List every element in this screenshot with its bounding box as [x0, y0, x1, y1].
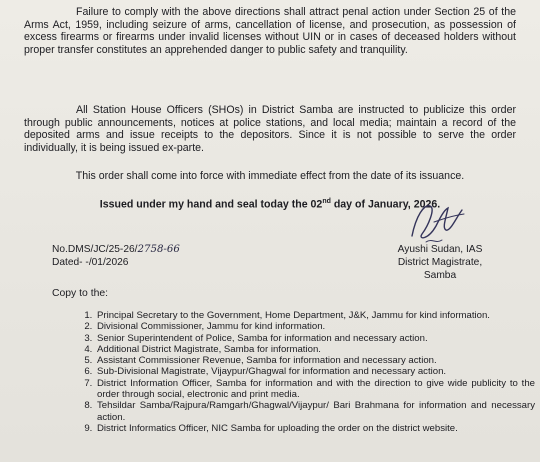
- signatory-name: Ayushi Sudan, IAS: [397, 244, 483, 255]
- copy-to-item: 5. Assistant Commissioner Revenue, Samba for information and necessary action.: [95, 355, 535, 366]
- signature-image: [406, 196, 468, 248]
- paragraph-penal-action-text: Failure to comply with the above directions shall attract penal action under Section 25 of the Arms Act, 1959, including seizure of arms, cancellation of license, and prosecution, as possession of excess firearms or firearms under invalid licenses without UIN or in cases of deceased holders without proper transfer constitutes an apprehended danger to public safety and tranquility.: [24, 6, 516, 56]
- reference-date-value: -/01/2026: [85, 257, 129, 268]
- signatory-district: Samba: [423, 270, 457, 281]
- reference-number-handwritten: 2758-66: [137, 244, 180, 255]
- copy-to-heading: Copy to the:: [52, 288, 109, 299]
- reference-date-prefix: Dated-: [52, 257, 86, 268]
- copy-to-item: 1. Principal Secretary to the Government, Home Department, J&K, Jammu for kind information.: [95, 310, 535, 321]
- reference-number-prefix: No.DMS/JC/25-26/: [52, 244, 138, 255]
- paragraph-penal-action: [24, 6, 516, 56]
- copy-to-item: 8. Tehsildar Samba/Rajpura/Ramgarh/Ghagwal/Vijaypur/ Bari Brahmana for information and necessary action.: [95, 400, 535, 423]
- issued-line-tail: day of January, 2026.: [330, 198, 441, 211]
- signatory-designation: District Magistrate,: [397, 257, 483, 268]
- issued-day-suffix: nd: [322, 198, 331, 205]
- effective-date-text: This order shall come into force with immediate effect from the date of its issuance.: [75, 170, 465, 182]
- paragraph-sho-instructions-text: All Station House Officers (SHOs) in District Samba are instructed to publicize this order through public announcements, notices at police stations, and local media; maintain a record of the deposited arms and issue receipts to the depositors. Since it is not possible to serve the order individually, it is being issued ex-parte.: [24, 104, 516, 154]
- paragraph-effective-date: [24, 170, 516, 183]
- reference-number: [52, 244, 180, 257]
- copy-to-list: [75, 310, 535, 434]
- copy-to-item: 3. Senior Superintendent of Police, Samba for information and necessary action.: [95, 333, 535, 344]
- issued-line-text: Issued under my hand and seal today the 02: [99, 198, 323, 211]
- paragraph-sho-instructions: [24, 104, 516, 154]
- copy-to-item: 2. Divisional Commissioner, Jammu for kind information.: [95, 321, 535, 332]
- copy-to-item: 6. Sub-Divisional Magistrate, Vijaypur/Ghagwal for information and necessary action.: [95, 366, 535, 377]
- copy-to-item: 9. District Informatics Officer, NIC Samba for uploading the order on the district website.: [95, 423, 535, 434]
- reference-date: [52, 257, 128, 270]
- copy-to-item: 7. District Information Officer, Samba for information and with the direction to give wide publicity to the order through social, electronic and print media.: [95, 378, 535, 401]
- copy-to-item: 4. Additional District Magistrate, Samba for information.: [95, 344, 535, 355]
